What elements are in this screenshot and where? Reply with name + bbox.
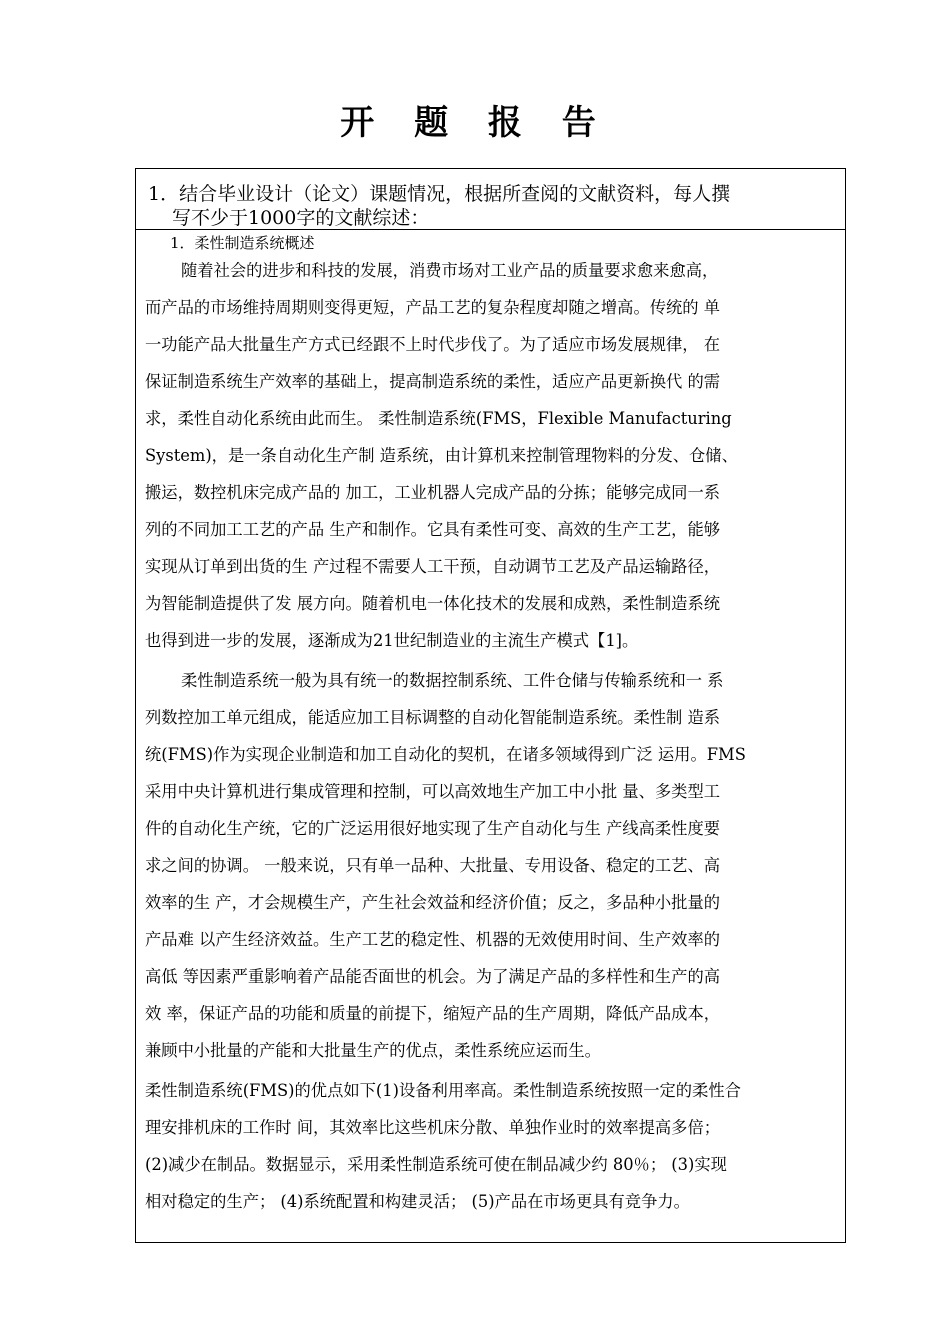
paragraph-2-line: 采用中央计算机进行集成管理和控制，可以高效地生产加工中小批 量、多类型工 xyxy=(145,782,721,801)
paragraph-1-line: 也得到进一步的发展，逐渐成为21世纪制造业的主流生产模式【1]。 xyxy=(145,631,639,650)
question-text-line-2: 写不少于1000字的文献综述： xyxy=(172,207,430,229)
section-heading: 1．柔性制造系统概述 xyxy=(170,234,315,252)
paragraph-3-line: 柔性制造系统(FMS)的优点如下(1)设备利用率高。柔性制造系统按照一定的柔性合 xyxy=(145,1081,741,1100)
paragraph-1-line: 为智能制造提供了发 展方向。随着机电一体化技术的发展和成熟，柔性制造系统 xyxy=(145,594,721,613)
paragraph-3-line: 理安排机床的工作时 间，其效率比这些机床分散、单独作业时的效率提高多倍； xyxy=(145,1118,721,1137)
page-title: 开 题 报 告 xyxy=(340,103,610,143)
paragraph-2-line: 兼顾中小批量的产能和大批量生产的优点，柔性系统应运而生。 xyxy=(145,1041,601,1060)
paragraph-3-line: 相对稳定的生产； (4)系统配置和构建灵活； (5)产品在市场更具有竞争力。 xyxy=(145,1192,690,1211)
paragraph-2-line: 效率的生 产，才会规模生产，产生社会效益和经济价值；反之，多品种小批量的 xyxy=(145,893,721,912)
question-row xyxy=(136,169,845,230)
paragraph-1-line: 搬运，数控机床完成产品的 加工，工业机器人完成产品的分拣；能够完成同一系 xyxy=(145,483,721,502)
paragraph-1-line: 求，柔性自动化系统由此而生。 柔性制造系统(FMS，Flexible Manufacturing xyxy=(145,409,732,428)
report-table xyxy=(135,168,846,1243)
paragraph-2-line: 高低 等因素严重影响着产品能否面世的机会。为了满足产品的多样性和生产的高 xyxy=(145,967,721,986)
paragraph-2-line: 统(FMS)作为实现企业制造和加工自动化的契机，在诸多领域得到广泛 运用。FMS xyxy=(145,745,746,764)
paragraph-2-line: 求之间的协调。 一般来说，只有单一品种、大批量、专用设备、稳定的工艺、高 xyxy=(145,856,721,875)
paragraph-2-line: 柔性制造系统一般为具有统一的数据控制系统、工件仓储与传输系统和一 系 xyxy=(181,671,724,690)
paragraph-1-line: 一功能产品大批量生产方式已经跟不上时代步伐了。为了适应市场发展规律， 在 xyxy=(145,335,721,354)
paragraph-1-line: 而产品的市场维持周期则变得更短，产品工艺的复杂程度却随之增高。传统的 单 xyxy=(145,298,721,317)
paragraph-3-line: (2)减少在制品。数据显示，采用柔性制造系统可使在制品减少约 80％； (3)实现 xyxy=(145,1155,727,1174)
paragraph-1-line: 随着社会的进步和科技的发展，消费市场对工业产品的质量要求愈来愈高， xyxy=(181,261,719,280)
paragraph-2-line: 列数控加工单元组成，能适应加工目标调整的自动化智能制造系统。柔性制 造系 xyxy=(145,708,721,727)
paragraph-1-line: System)，是一条自动化生产制 造系统，由计算机来控制管理物料的分发、仓储、 xyxy=(145,446,738,465)
question-text-line-1: 1．结合毕业设计（论文）课题情况，根据所查阅的文献资料，每人撰 xyxy=(148,183,731,205)
paragraph-1-line: 实现从订单到出货的生 产过程不需要人工干预，自动调节工艺及产品运输路径， xyxy=(145,557,721,576)
paragraph-1-line: 保证制造系统生产效率的基础上，提高制造系统的柔性，适应产品更新换代 的需 xyxy=(145,372,721,391)
paragraph-2-line: 件的自动化生产统，它的广泛运用很好地实现了生产自动化与生 产线高柔性度要 xyxy=(145,819,721,838)
paragraph-2-line: 产品难 以产生经济效益。生产工艺的稳定性、机器的无效使用时间、生产效率的 xyxy=(145,930,721,949)
paragraph-2-line: 效 率，保证产品的功能和质量的前提下，缩短产品的生产周期，降低产品成本， xyxy=(145,1004,721,1023)
paragraph-1-line: 列的不同加工工艺的产品 生产和制作。它具有柔性可变、高效的生产工艺，能够 xyxy=(145,520,721,539)
